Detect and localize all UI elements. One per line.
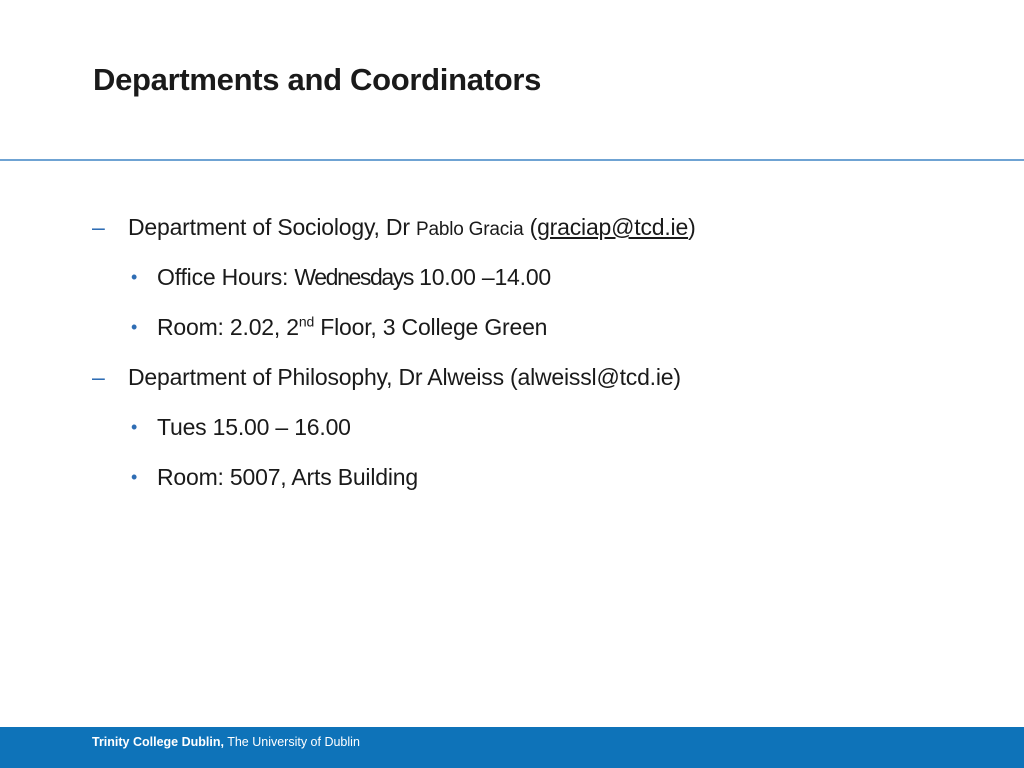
bullet-icon: • (131, 317, 138, 337)
dash-bullet-icon: – (92, 364, 105, 390)
bullet-icon: • (131, 267, 138, 287)
dash-bullet-icon: – (92, 214, 105, 240)
sociology-line (128, 214, 696, 241)
room-superscript: nd (298, 313, 315, 330)
sociology-text: Department of Sociology, Dr (128, 214, 416, 240)
bullet-icon: • (131, 417, 138, 437)
philosophy-line: Department of Philosophy, Dr Alweiss (alweissl@tcd.ie) (128, 364, 681, 390)
office-hours-day: Wednesdays (294, 264, 413, 290)
room-prefix: Room: 2.02, 2 (157, 314, 299, 340)
title-divider (0, 159, 1024, 161)
sociology-email-link[interactable]: graciap@tcd.ie (537, 214, 689, 240)
footer-text (92, 735, 360, 749)
footer-subtitle: The University of Dublin (223, 735, 360, 749)
philosophy-room-line: Room: 5007, Arts Building (157, 464, 418, 490)
bullet-icon: • (131, 467, 138, 487)
open-paren: ( (523, 214, 538, 240)
footer-bar (0, 727, 1024, 768)
office-hours-label: Office Hours: (157, 264, 295, 290)
sociology-hours-line (157, 264, 551, 291)
footer-institution: Trinity College Dublin, (92, 735, 224, 749)
close-paren: ) (688, 214, 696, 240)
sociology-room-line (157, 314, 547, 341)
slide-title: Departments and Coordinators (93, 62, 542, 97)
sociology-coordinator-name: Pablo Gracia (416, 219, 524, 240)
room-suffix: Floor, 3 College Green (314, 314, 548, 340)
office-hours-time: 10.00 –14.00 (412, 264, 552, 290)
philosophy-hours-line: Tues 15.00 – 16.00 (157, 414, 351, 440)
